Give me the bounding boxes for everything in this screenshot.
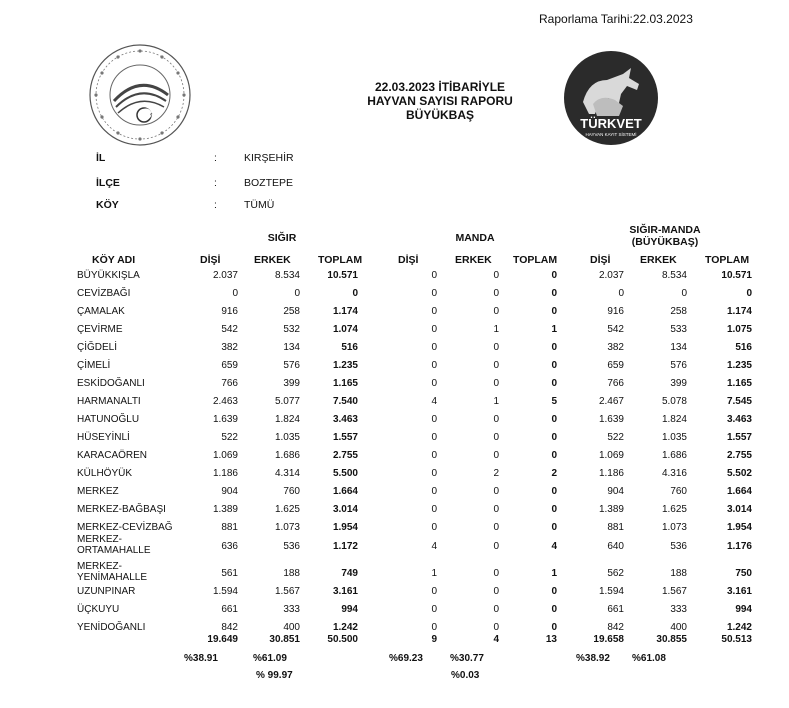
turkvet-logo [563,50,659,146]
table-cell: 0 [431,324,437,335]
table-cell: 3.463 [332,414,358,425]
table-cell: 0 [551,360,557,371]
table-cell: 0 [493,414,499,425]
table-cell: 0 [551,270,557,281]
table-cell: 522 [607,432,624,443]
village-name: KARACAÖREN [77,450,148,461]
table-cell: 399 [670,378,687,389]
table-cell: 1.242 [332,622,358,633]
table-cell: 1.186 [212,468,238,479]
table-cell: 4 [431,541,437,552]
table-cell: 400 [283,622,300,633]
pct-sigir-disi: %38.91 [184,653,218,664]
table-cell: 0 [493,378,499,389]
table-cell: 0 [431,604,437,615]
group-sigir-manda [610,224,720,248]
table-cell: 0 [493,568,499,579]
total-cell: 19.649 [207,634,238,645]
table-cell: 3.161 [332,586,358,597]
report-title [340,80,540,122]
table-cell: 916 [221,306,238,317]
total-cell: 30.855 [656,634,687,645]
table-cell: 0 [493,342,499,353]
table-cell: 1.035 [274,432,300,443]
table-cell: 1.664 [332,486,358,497]
table-cell: 4.316 [661,468,687,479]
table-cell: 0 [551,306,557,317]
table-cell: 522 [221,432,238,443]
title-line-2: HAYVAN SAYISI RAPORU [367,94,513,108]
table-cell: 1.174 [726,306,752,317]
table-cell: 0 [294,288,300,299]
table-cell: 188 [283,568,300,579]
table-cell: 0 [431,414,437,425]
table-cell: 1.165 [332,378,358,389]
table-cell: 258 [670,306,687,317]
group-sigir-manda-line1: SIĞIR-MANDA [629,224,701,236]
table-cell: 0 [431,378,437,389]
col-manda-disi: DİŞİ [398,254,419,266]
col-bb-erkek: ERKEK [640,254,677,266]
table-cell: 1.686 [661,450,687,461]
table-cell: 1.389 [212,504,238,515]
title-line-1: 22.03.2023 İTİBARİYLE [374,80,506,94]
col-sigir-erkek: ERKEK [254,254,291,266]
village-name: HÜSEYİNLİ [77,432,130,443]
table-cell: 916 [607,306,624,317]
table-cell: 1.954 [332,522,358,533]
pct-manda-disi: %69.23 [389,653,423,664]
table-cell: 536 [283,541,300,552]
table-cell: 5.078 [661,396,687,407]
table-cell: 516 [735,342,752,353]
table-cell: 576 [670,360,687,371]
table-cell: 3.463 [726,414,752,425]
table-cell: 0 [493,541,499,552]
table-cell: 1.073 [274,522,300,533]
table-cell: 0 [551,450,557,461]
table-cell: 542 [607,324,624,335]
table-cell: 1.567 [661,586,687,597]
table-cell: 0 [551,486,557,497]
table-cell: 7.545 [726,396,752,407]
village-name: ÇİMELİ [77,360,111,371]
pct-sigir-erkek: %61.09 [253,653,287,664]
table-cell: 382 [221,342,238,353]
table-cell: 0 [431,522,437,533]
logo-text: TÜRKVET [580,116,642,131]
table-cell: 1.235 [726,360,752,371]
table-cell: 1.824 [661,414,687,425]
table-cell: 750 [735,568,752,579]
table-cell: 3.014 [332,504,358,515]
table-cell: 0 [551,604,557,615]
table-cell: 399 [283,378,300,389]
table-cell: 760 [283,486,300,497]
table-cell: 0 [431,450,437,461]
table-cell: 0 [431,306,437,317]
village-name: MERKEZ [77,486,119,497]
table-cell: 1 [431,568,437,579]
table-cell: 1.174 [332,306,358,317]
table-cell: 5.077 [274,396,300,407]
table-cell: 661 [607,604,624,615]
pct-manda-erkek: %30.77 [450,653,484,664]
table-cell: 1.639 [598,414,624,425]
table-cell: 516 [341,342,358,353]
table-cell: 1 [551,324,557,335]
table-cell: 0 [431,468,437,479]
table-cell: 842 [607,622,624,633]
table-cell: 1.594 [212,586,238,597]
table-cell: 0 [551,414,557,425]
village-name: ÜÇKUYU [77,604,120,615]
total-cell: 13 [545,634,557,645]
village-name: MERKEZ-BAĞBAŞI [77,504,166,515]
table-cell: 258 [283,306,300,317]
village-name: MERKEZ- ORTAMAHALLE [77,534,151,556]
table-cell: 1.639 [212,414,238,425]
table-cell: 0 [746,288,752,299]
table-cell: 188 [670,568,687,579]
table-cell: 1.686 [274,450,300,461]
total-cell: 9 [431,634,437,645]
table-cell: 766 [607,378,624,389]
table-cell: 0 [431,504,437,515]
table-cell: 1.235 [332,360,358,371]
table-cell: 0 [431,622,437,633]
table-cell: 1.594 [598,586,624,597]
table-cell: 0 [551,504,557,515]
table-cell: 0 [551,342,557,353]
meta-colon: : [214,152,217,164]
table-cell: 2.037 [598,270,624,281]
total-cell: 19.658 [593,634,624,645]
group-sigir-manda-line2: (BÜYÜKBAŞ) [631,236,699,248]
table-cell: 0 [431,288,437,299]
table-cell: 0 [431,270,437,281]
total-cell: 50.500 [327,634,358,645]
table-cell: 0 [431,486,437,497]
col-manda-erkek: ERKEK [455,254,492,266]
col-bb-toplam: TOPLAM [705,254,750,266]
pct-bb-erkek: %61.08 [632,653,666,664]
village-name: CEVİZBAĞI [77,288,131,299]
meta-value: TÜMÜ [244,199,275,211]
table-cell: 661 [221,604,238,615]
table-cell: 2.755 [332,450,358,461]
meta-value: BOZTEPE [244,177,294,189]
pct-manda-share: %0.03 [451,670,480,681]
table-cell: 8.534 [661,270,687,281]
table-cell: 333 [283,604,300,615]
table-cell: 1.824 [274,414,300,425]
table-cell: 1.035 [661,432,687,443]
table-cell: 994 [735,604,752,615]
meta-label: İL [96,152,106,164]
table-cell: 0 [493,270,499,281]
table-cell: 2.463 [212,396,238,407]
meta-colon: : [214,199,217,211]
table-cell: 659 [607,360,624,371]
table-cell: 134 [670,342,687,353]
meta-label: İLÇE [96,177,120,189]
col-bb-disi: DİŞİ [590,254,611,266]
village-name: HATUNOĞLU [77,414,140,425]
group-sigir: SIĞIR [267,232,297,244]
table-cell: 0 [493,450,499,461]
table-cell: 1.557 [726,432,752,443]
table-cell: 10.571 [327,270,358,281]
table-cell: 0 [551,622,557,633]
table-cell: 1.075 [726,324,752,335]
table-cell: 0 [493,504,499,515]
table-cell: 8.534 [274,270,300,281]
table-cell: 0 [493,586,499,597]
table-cell: 636 [221,541,238,552]
table-cell: 1.069 [212,450,238,461]
table-cell: 400 [670,622,687,633]
table-cell: 536 [670,541,687,552]
pct-sigir-share: % 99.97 [256,670,293,681]
total-cell: 30.851 [269,634,300,645]
table-cell: 1.567 [274,586,300,597]
table-cell: 0 [551,288,557,299]
col-koy-adi: KÖY ADI [92,254,136,266]
title-line-3: BÜYÜKBAŞ [405,108,474,122]
village-name: ESKİDOĞANLI [77,378,145,389]
report-date: Raporlama Tarihi:22.03.2023 [539,12,693,26]
table-cell: 659 [221,360,238,371]
table-cell: 134 [283,342,300,353]
ministry-seal-icon [88,43,192,147]
table-cell: 382 [607,342,624,353]
table-cell: 766 [221,378,238,389]
table-cell: 0 [493,622,499,633]
meta-value: KIRŞEHİR [244,152,294,164]
table-cell: 1.557 [332,432,358,443]
table-cell: 0 [431,342,437,353]
table-cell: 1.069 [598,450,624,461]
table-cell: 0 [493,432,499,443]
total-cell: 4 [493,634,499,645]
table-cell: 1.389 [598,504,624,515]
table-cell: 842 [221,622,238,633]
table-cell: 3.161 [726,586,752,597]
table-cell: 0 [431,360,437,371]
table-cell: 561 [221,568,238,579]
village-name: UZUNPINAR [77,586,136,597]
village-name: ÇAMALAK [77,306,125,317]
village-name: MERKEZ- YENİMAHALLE [77,561,148,583]
village-name: KÜLHÖYÜK [77,468,133,479]
table-cell: 1.074 [332,324,358,335]
table-cell: 333 [670,604,687,615]
village-name: ÇİĞDELİ [77,342,118,353]
table-cell: 10.571 [721,270,752,281]
table-cell: 2 [493,468,499,479]
table-cell: 0 [551,378,557,389]
total-cell: 50.513 [721,634,752,645]
col-manda-toplam: TOPLAM [513,254,558,266]
table-cell: 904 [221,486,238,497]
table-cell: 0 [493,306,499,317]
table-cell: 0 [551,432,557,443]
table-cell: 0 [431,586,437,597]
table-cell: 0 [551,522,557,533]
table-cell: 0 [493,360,499,371]
table-cell: 562 [607,568,624,579]
table-cell: 0 [618,288,624,299]
group-manda: MANDA [455,232,495,244]
table-cell: 881 [221,522,238,533]
village-name: MERKEZ-CEVİZBAĞ [77,522,173,533]
table-cell: 1 [493,324,499,335]
table-cell: 881 [607,522,624,533]
table-cell: 2.755 [726,450,752,461]
table-cell: 1.625 [274,504,300,515]
table-cell: 4.314 [274,468,300,479]
table-cell: 2 [551,468,557,479]
table-cell: 5.502 [726,468,752,479]
table-cell: 4 [551,541,557,552]
table-cell: 0 [431,432,437,443]
table-cell: 0 [493,522,499,533]
table-cell: 1.954 [726,522,752,533]
table-cell: 2.037 [212,270,238,281]
table-cell: 0 [493,604,499,615]
pct-bb-disi: %38.92 [576,653,610,664]
table-cell: 0 [493,288,499,299]
table-cell: 5 [551,396,557,407]
table-cell: 3.014 [726,504,752,515]
table-cell: 542 [221,324,238,335]
village-name: ÇEVİRME [77,324,123,335]
table-cell: 760 [670,486,687,497]
logo-subtext: HAYVAN KAYIT SİSTEMİ [585,132,637,137]
table-cell: 0 [493,486,499,497]
table-cell: 1.176 [726,541,752,552]
meta-colon: : [214,177,217,189]
table-cell: 532 [283,324,300,335]
table-cell: 2.467 [598,396,624,407]
table-cell: 0 [551,586,557,597]
table-cell: 0 [352,288,358,299]
table-cell: 749 [341,568,358,579]
meta-label: KÖY [96,199,119,211]
table-cell: 1.073 [661,522,687,533]
table-cell: 0 [232,288,238,299]
table-cell: 1 [493,396,499,407]
table-cell: 1 [551,568,557,579]
table-cell: 0 [681,288,687,299]
village-name: HARMANALTI [77,396,141,407]
table-cell: 5.500 [332,468,358,479]
village-name: YENİDOĞANLI [77,622,146,633]
table-cell: 576 [283,360,300,371]
table-cell: 994 [341,604,358,615]
table-cell: 904 [607,486,624,497]
table-cell: 1.625 [661,504,687,515]
table-cell: 1.172 [332,541,358,552]
table-cell: 7.540 [332,396,358,407]
table-cell: 640 [607,541,624,552]
village-name: BÜYÜKKIŞLA [77,270,140,281]
table-cell: 533 [670,324,687,335]
table-cell: 1.165 [726,378,752,389]
table-cell: 1.186 [598,468,624,479]
col-sigir-disi: DİŞİ [200,254,221,266]
table-cell: 1.242 [726,622,752,633]
table-cell: 1.664 [726,486,752,497]
table-cell: 4 [431,396,437,407]
col-sigir-toplam: TOPLAM [318,254,363,266]
